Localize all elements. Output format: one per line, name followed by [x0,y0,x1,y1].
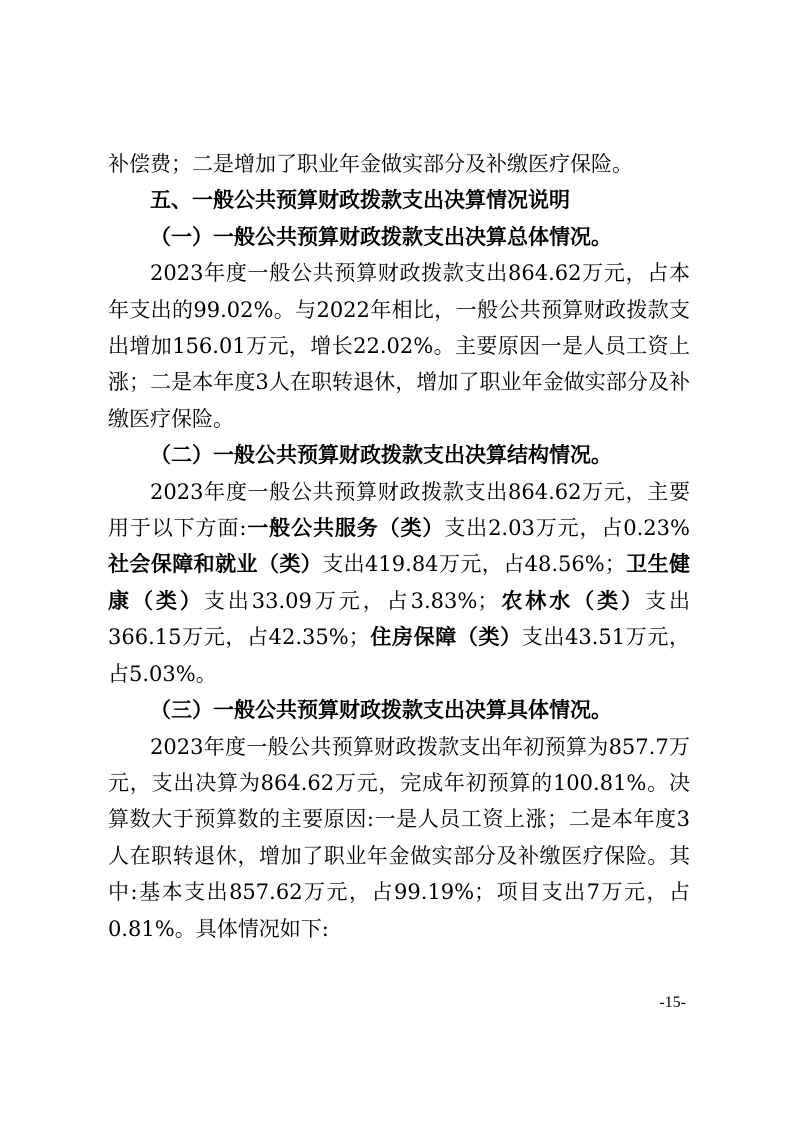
detail-health: 支出33.09万元，占3.83%； [203,588,499,613]
detail-agriculture: 支出366.15万元，占42.35%； [108,588,691,650]
subsection-heading-overall: （一）一般公共预算财政拨款支出决算总体情况。 [150,223,612,249]
category-general-public-services: 一般公共服务（类） [246,515,445,541]
page-number: -15- [659,994,686,1011]
structure-paragraph [108,474,690,692]
overall-paragraph: 2023年度一般公共预算财政拨款支出864.62万元，占本年支出的99.02%。与2022年相比，一般公共预算财政拨款支出增加156.01万元，增长22.02%。主要原因一是人员工资上涨；二是本年度3人在职转退休，增加了职业年金做实部分及补缴医疗保险。 [108,261,690,431]
detail-general-public-services: 支出2.03万元，占0.23% [444,516,690,541]
document-body [108,146,690,947]
detail-social-security: 支出419.84万元，占48.56%； [322,552,626,577]
section-heading: 五、一般公共预算财政拨款支出决算情况说明 [150,187,570,213]
structure-intro: 2023年度一般公共预算财政拨款支出864.62万元，主要用于以下方面: [108,479,690,541]
detail-paragraph: 2023年度一般公共预算财政拨款支出年初预算为857.7万元，支出决算为864.62万元，完成年初预算的100.81%。决算数大于预算数的主要原因:一是人员工资上涨；二是本年度3人在职转退休，增加了职业年金做实部分及补缴医疗保险。其中:基本支出857.62万元，占99.19%；项目支出7万元，占0.81%。具体情况如下: [108,734,690,941]
subsection-heading-structure: （二）一般公共预算财政拨款支出决算结构情况。 [150,442,612,468]
category-agriculture: 农林水（类） [498,587,646,613]
detail-housing: 支出43.51万元，占5.03%。 [108,625,690,686]
category-housing: 住房保障（类） [369,624,522,650]
subsection-heading-detail: （三）一般公共预算财政拨款支出决算具体情况。 [150,697,612,723]
continuation-paragraph: 补偿费；二是增加了职业年金做实部分及补缴医疗保险。 [108,152,633,176]
category-social-security: 社会保障和就业（类） [108,551,323,577]
category-health: 卫生健康（类） [108,551,690,613]
